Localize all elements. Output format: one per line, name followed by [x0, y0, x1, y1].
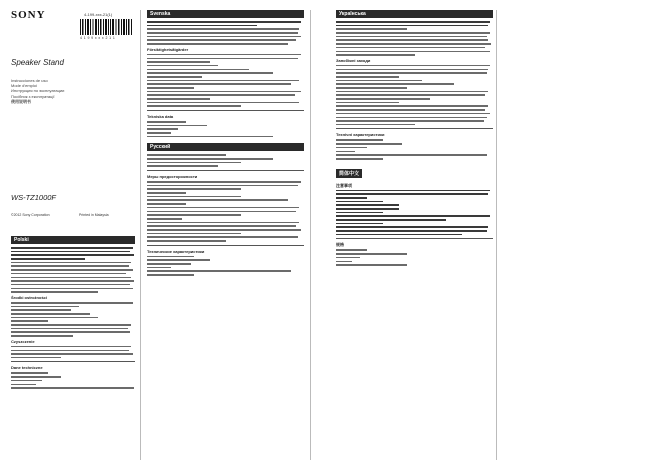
- copyright-notice: ©2012 Sony Corporation: [11, 213, 50, 217]
- language-item: Mode d'emploi: [11, 83, 37, 89]
- brand-logo: SONY: [11, 9, 46, 21]
- subheading: Dane techniczne: [11, 365, 43, 371]
- body-text-block: [147, 256, 304, 276]
- language-item: Instrucciones de uso: [11, 78, 48, 83]
- subheading: 规格: [336, 242, 344, 248]
- model-number: WS-TZ1000F: [11, 193, 57, 202]
- barcode-number: 4 1 9 9 x x x 2 1 1: [80, 36, 116, 40]
- body-text-block: [147, 21, 304, 45]
- printed-in: Printed in Malaysia: [79, 213, 109, 217]
- subheading: Запобіжні заходи: [336, 57, 371, 63]
- section-heading: Polski: [11, 236, 135, 244]
- language-item: Посібник з експлуатації: [11, 93, 55, 99]
- section-heading: Українська: [336, 10, 493, 18]
- column-svenska-russian: [147, 10, 304, 278]
- body-text-block: [147, 54, 304, 111]
- language-item: 使用说明书: [11, 98, 31, 104]
- subheading: Меры предосторожности: [147, 174, 198, 180]
- section-heading: Русский: [147, 143, 304, 151]
- subheading: Czyszczenie: [11, 338, 35, 344]
- language-list: [11, 78, 64, 104]
- subheading: Tekniska data: [147, 114, 174, 120]
- body-text-block: [11, 372, 135, 388]
- barcode: [80, 19, 132, 35]
- section-heading: Svenska: [147, 10, 304, 18]
- body-text-block: [11, 247, 135, 293]
- section-polski: [11, 236, 135, 391]
- body-text-block: [11, 346, 135, 363]
- body-text-block: [336, 65, 493, 130]
- body-text-block: [336, 139, 493, 159]
- body-text-block: [336, 190, 493, 240]
- subheading: Технічні характеристики: [336, 132, 385, 138]
- body-text-block: [336, 21, 493, 56]
- body-text-block: [147, 121, 304, 137]
- language-item: Инструкция по эксплуатации: [11, 88, 65, 94]
- subheading: Технические характеристики: [147, 248, 205, 254]
- product-title: Speaker Stand: [11, 58, 64, 67]
- part-number: 4-199-xxx-21(1): [84, 12, 113, 17]
- section-heading: 简体中文: [336, 169, 362, 178]
- subheading: Försiktighetsåtgärder: [147, 46, 189, 52]
- column-ukrainian-chinese: [336, 10, 493, 268]
- body-text-block: [147, 181, 304, 246]
- subheading: 注意事项: [336, 182, 352, 188]
- body-text-block: [11, 302, 135, 337]
- body-text-block: [336, 249, 493, 265]
- subheading: Środki ostrożności: [11, 294, 48, 300]
- body-text-block: [147, 154, 304, 171]
